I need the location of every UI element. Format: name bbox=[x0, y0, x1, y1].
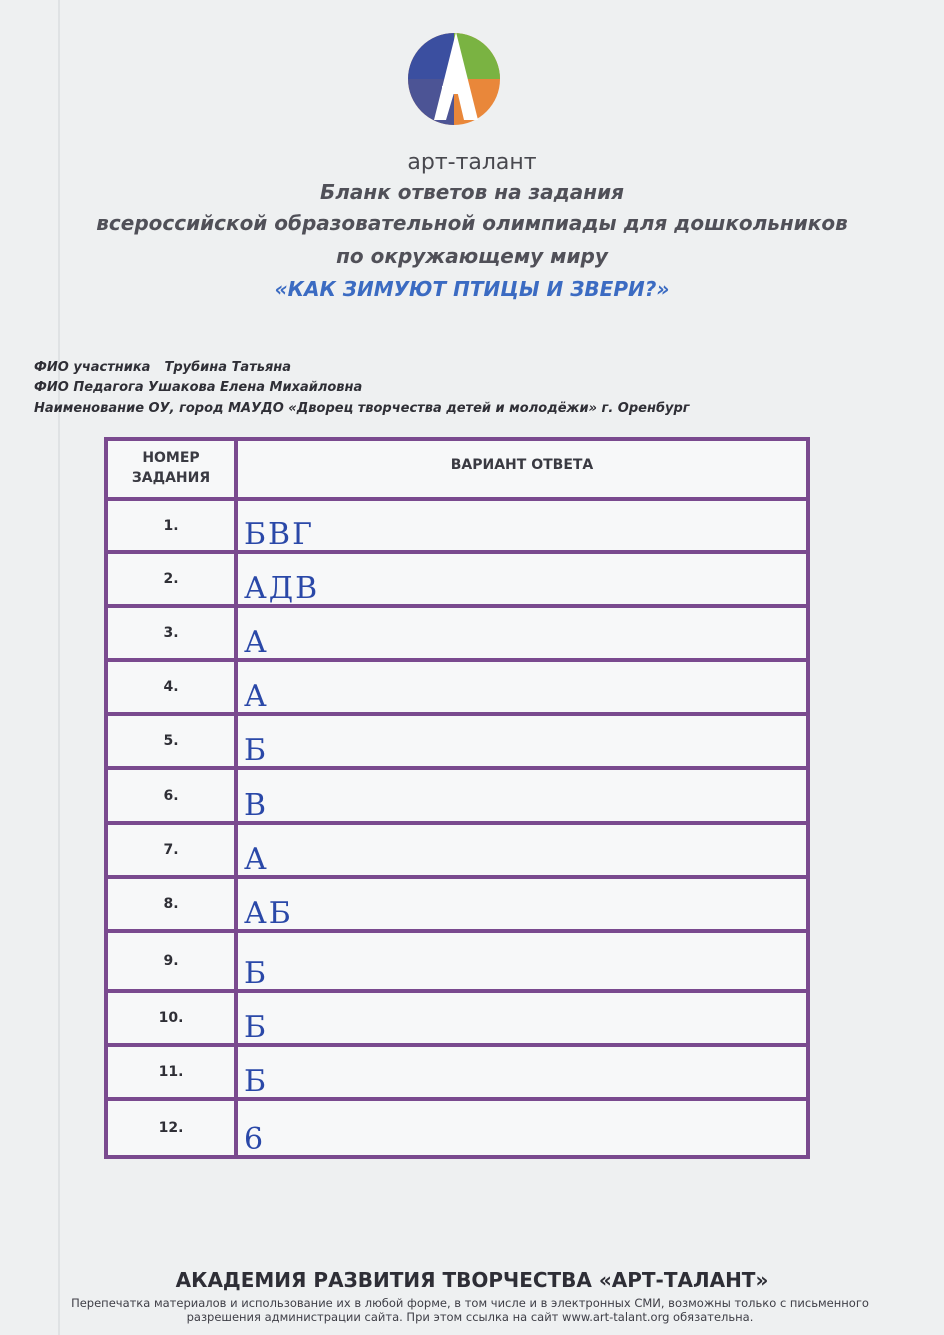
footer-title: АКАДЕМИЯ РАЗВИТИЯ ТВОРЧЕСТВА «АРТ-ТАЛАНТ» bbox=[175, 1268, 769, 1292]
title-line-3: по окружающему миру bbox=[336, 244, 608, 268]
task-number: 8. bbox=[108, 879, 238, 929]
table-row bbox=[108, 662, 806, 716]
table-header bbox=[108, 441, 806, 501]
handwritten-answer: АДВ bbox=[244, 571, 320, 606]
task-number: 6. bbox=[108, 770, 238, 821]
column-header-answer: ВАРИАНТ ОТВЕТА bbox=[450, 457, 594, 473]
title-line-1: Бланк ответов на задания bbox=[320, 180, 624, 204]
task-number: 5. bbox=[108, 716, 238, 766]
teacher-line bbox=[34, 380, 362, 395]
task-number: 4. bbox=[108, 662, 238, 712]
handwritten-answer: БВГ bbox=[244, 517, 314, 552]
table-row bbox=[108, 825, 806, 879]
handwritten-answer: А bbox=[244, 679, 269, 714]
table-row bbox=[108, 879, 806, 933]
handwritten-answer: Б bbox=[244, 956, 269, 991]
task-number: 12. bbox=[108, 1101, 238, 1155]
table-row bbox=[108, 933, 806, 993]
handwritten-answer: Б bbox=[244, 1064, 269, 1099]
footer-copyright-note: Перепечатка материалов и использование их в любой форме, в том числе и в электронных СМИ, возможны только с письменного разрешения администрации сайта. При этом ссылка на сайт www.art-talant.org обязательна. bbox=[71, 1296, 869, 1325]
table-row bbox=[108, 716, 806, 770]
table-row bbox=[108, 554, 806, 608]
table-row bbox=[108, 608, 806, 662]
brand-name: арт-талант bbox=[407, 150, 537, 175]
column-header-number: НОМЕР ЗАДАНИЯ bbox=[108, 441, 238, 497]
table-row bbox=[108, 770, 806, 825]
task-number: 7. bbox=[108, 825, 238, 875]
table-row bbox=[108, 1047, 806, 1101]
participant-line bbox=[34, 360, 291, 375]
participant-value: Трубина Татьяна bbox=[164, 360, 292, 375]
handwritten-answer: А bbox=[244, 625, 269, 660]
teacher-value: Ушакова Елена Михайловна bbox=[148, 380, 363, 395]
answers-table bbox=[104, 437, 810, 1159]
handwritten-answer: АБ bbox=[244, 896, 293, 931]
art-talant-logo bbox=[404, 24, 504, 134]
title-line-2: всероссийской образовательной олимпиады для дошкольников bbox=[96, 211, 848, 235]
handwritten-answer: А bbox=[244, 842, 269, 877]
organization-label: Наименование ОУ, город bbox=[34, 401, 224, 416]
handwritten-answer: 6 bbox=[244, 1122, 266, 1157]
handwritten-answer: Б bbox=[244, 1010, 269, 1045]
handwritten-answer: Б bbox=[244, 733, 269, 768]
table-row bbox=[108, 1101, 806, 1155]
task-number: 11. bbox=[108, 1047, 238, 1097]
handwritten-answer: В bbox=[244, 788, 269, 823]
olympiad-title: «КАК ЗИМУЮТ ПТИЦЫ И ЗВЕРИ?» bbox=[274, 277, 670, 301]
teacher-label: ФИО Педагога bbox=[34, 380, 144, 395]
task-number: 3. bbox=[108, 608, 238, 658]
task-number: 9. bbox=[108, 933, 238, 989]
task-number: 10. bbox=[108, 993, 238, 1043]
table-row bbox=[108, 501, 806, 554]
participant-label: ФИО участника bbox=[34, 360, 151, 375]
organization-line bbox=[34, 401, 690, 416]
organization-value: МАУДО «Дворец творчества детей и молодёжи» г. Оренбург bbox=[228, 401, 690, 416]
task-number: 1. bbox=[108, 501, 238, 550]
table-row bbox=[108, 993, 806, 1047]
task-number: 2. bbox=[108, 554, 238, 604]
